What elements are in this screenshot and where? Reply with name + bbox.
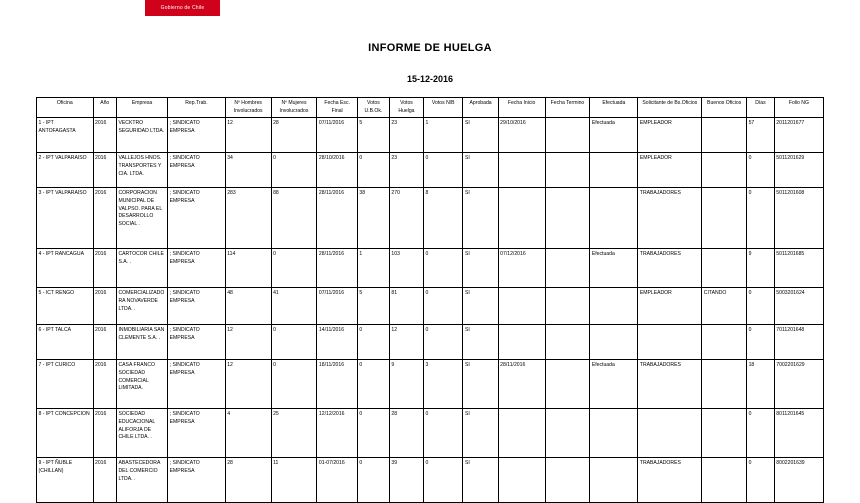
cell-votos-ubok: 5 <box>357 118 389 153</box>
cell-votos-huelga: 103 <box>389 249 423 288</box>
cell-votos-huelga: 12 <box>389 325 423 360</box>
cell-aprobada: SI <box>463 249 498 288</box>
cell-solicitante: EMPLEADOR <box>638 288 702 325</box>
cell-empresa: VALLEJOS HNOS. TRANSPORTES Y CIA. LTDA. <box>116 153 167 188</box>
cell-efectuada: Efectuada <box>590 360 638 409</box>
cell-buenos-oficios <box>702 153 747 188</box>
cell-oficina: 3 - IPT VALPARAISO <box>37 188 94 249</box>
cell-aprobada: SI <box>463 288 498 325</box>
cell-folio: 5003201624 <box>774 288 823 325</box>
cell-mujeres: 11 <box>271 458 317 503</box>
cell-dias: 0 <box>747 188 775 249</box>
cell-empresa: CORPORACION MUNICIPAL DE VALPSO. PARA EL DESARROLLO SOCIAL . <box>116 188 167 249</box>
column-header-mujeres: Nº Mujeres Involucrados <box>271 98 317 118</box>
cell-rep-trab: ; SINDICATO EMPRESA <box>168 249 226 288</box>
cell-anio: 2016 <box>93 325 116 360</box>
cell-empresa: SOCIEDAD EDUCACIONAL ALIFORJA DE CHILE LTDA. . <box>116 409 167 458</box>
cell-folio: 2011201677 <box>774 118 823 153</box>
logo-label: Gobierno de Chile <box>160 5 205 11</box>
table-header-row <box>37 98 824 118</box>
cell-dias: 18 <box>747 360 775 409</box>
cell-anio: 2016 <box>93 188 116 249</box>
cell-efectuada <box>590 188 638 249</box>
cell-fecha-esc-final: 07/11/2016 <box>317 288 358 325</box>
cell-efectuada <box>590 153 638 188</box>
cell-oficina: 8 - IPT CONCEPCION <box>37 409 94 458</box>
cell-aprobada: SI <box>463 118 498 153</box>
cell-votos-nb: 0 <box>424 325 463 360</box>
cell-anio: 2016 <box>93 118 116 153</box>
cell-buenos-oficios: CITANDO <box>702 288 747 325</box>
column-header-buenos-oficios: Buenos Oficios <box>702 98 747 118</box>
cell-fecha-termino <box>545 325 590 360</box>
column-header-oficina: Oficina <box>37 98 94 118</box>
cell-efectuada: Efectuada <box>590 118 638 153</box>
cell-folio: 8011201645 <box>774 409 823 458</box>
cell-buenos-oficios <box>702 458 747 503</box>
cell-aprobada: SI <box>463 360 498 409</box>
cell-mujeres: 0 <box>271 360 317 409</box>
cell-votos-nb: 0 <box>424 288 463 325</box>
cell-votos-huelga: 28 <box>389 409 423 458</box>
cell-oficina: 6 - IPT TALCA <box>37 325 94 360</box>
cell-fecha-esc-final: 28/11/2016 <box>317 188 358 249</box>
cell-fecha-esc-final: 28/10/2016 <box>317 153 358 188</box>
cell-votos-ubok: 38 <box>357 188 389 249</box>
cell-votos-huelga: 81 <box>389 288 423 325</box>
table-row <box>37 458 824 503</box>
cell-mujeres: 0 <box>271 325 317 360</box>
cell-empresa: COMERCIALIZADORA NOVAVERDE LTDA. . <box>116 288 167 325</box>
cell-dias: 9 <box>747 249 775 288</box>
cell-aprobada: SI <box>463 153 498 188</box>
cell-solicitante: EMPLEADOR <box>638 153 702 188</box>
column-header-votos-ubok: Votos U.B.Ok. <box>357 98 389 118</box>
huelga-table <box>36 97 824 503</box>
cell-solicitante <box>638 325 702 360</box>
cell-buenos-oficios <box>702 409 747 458</box>
cell-buenos-oficios <box>702 325 747 360</box>
cell-hombres: 12 <box>225 360 271 409</box>
column-header-dias: Días <box>747 98 775 118</box>
cell-solicitante: TRABAJADORES <box>638 249 702 288</box>
cell-mujeres: 0 <box>271 249 317 288</box>
cell-empresa: CASA FRANCO SOCIEDAD COMERCIAL LIMITADA. <box>116 360 167 409</box>
cell-mujeres: 28 <box>271 118 317 153</box>
cell-fecha-termino <box>545 153 590 188</box>
cell-fecha-termino <box>545 249 590 288</box>
cell-fecha-termino <box>545 360 590 409</box>
column-header-folio: Folio NG <box>774 98 823 118</box>
huelga-table-container <box>36 97 824 503</box>
cell-votos-nb: 0 <box>424 153 463 188</box>
report-date: 15-12-2016 <box>406 74 454 84</box>
cell-solicitante <box>638 409 702 458</box>
cell-folio: 8002201639 <box>774 458 823 503</box>
gobierno-de-chile-logo <box>145 0 220 16</box>
cell-hombres: 12 <box>225 325 271 360</box>
column-header-empresa: Empresa <box>116 98 167 118</box>
cell-hombres: 4 <box>225 409 271 458</box>
cell-buenos-oficios <box>702 188 747 249</box>
cell-rep-trab: ; SINDICATO EMPRESA <box>168 360 226 409</box>
cell-aprobada: SI <box>463 458 498 503</box>
cell-hombres: 283 <box>225 188 271 249</box>
cell-buenos-oficios <box>702 118 747 153</box>
cell-oficina: 2 - IPT VALPARAISO <box>37 153 94 188</box>
cell-anio: 2016 <box>93 249 116 288</box>
cell-fecha-inicio: 29/10/2016 <box>498 118 545 153</box>
cell-mujeres: 0 <box>271 153 317 188</box>
cell-empresa: VECKTRO SEGURIDAD LTDA. <box>116 118 167 153</box>
cell-votos-ubok: 0 <box>357 153 389 188</box>
cell-aprobada: SI <box>463 188 498 249</box>
cell-rep-trab: ; SINDICATO EMPRESA <box>168 188 226 249</box>
cell-fecha-inicio: 28/11/2016 <box>498 360 545 409</box>
cell-hombres: 34 <box>225 153 271 188</box>
cell-votos-huelga: 9 <box>389 360 423 409</box>
cell-rep-trab: ; SINDICATO EMPRESA <box>168 325 226 360</box>
cell-folio: 5011201629 <box>774 153 823 188</box>
cell-oficina: 1 - IPT ANTOFAGASTA <box>37 118 94 153</box>
cell-aprobada: SI <box>463 409 498 458</box>
cell-votos-ubok: 0 <box>357 360 389 409</box>
cell-fecha-esc-final: 07/11/2016 <box>317 118 358 153</box>
cell-efectuada <box>590 325 638 360</box>
cell-rep-trab: ; SINDICATO EMPRESA <box>168 409 226 458</box>
table-row <box>37 249 824 288</box>
cell-fecha-termino <box>545 188 590 249</box>
cell-oficina: 4 - IPT RANCAGUA <box>37 249 94 288</box>
column-header-solicitante: Solicitante de Bs.Oficios <box>638 98 702 118</box>
cell-anio: 2016 <box>93 458 116 503</box>
cell-buenos-oficios <box>702 360 747 409</box>
cell-votos-nb: 8 <box>424 188 463 249</box>
cell-rep-trab: ; SINDICATO EMPRESA <box>168 458 226 503</box>
cell-solicitante: EMPLEADOR <box>638 118 702 153</box>
cell-fecha-termino <box>545 288 590 325</box>
cell-fecha-inicio <box>498 325 545 360</box>
cell-mujeres: 25 <box>271 409 317 458</box>
cell-hombres: 28 <box>225 458 271 503</box>
cell-votos-nb: 0 <box>424 249 463 288</box>
cell-votos-ubok: 1 <box>357 249 389 288</box>
cell-fecha-inicio <box>498 288 545 325</box>
cell-anio: 2016 <box>93 288 116 325</box>
cell-votos-huelga: 23 <box>389 118 423 153</box>
cell-solicitante: TRABAJADORES <box>638 188 702 249</box>
cell-fecha-esc-final: 14/11/2016 <box>317 325 358 360</box>
cell-fecha-termino <box>545 118 590 153</box>
cell-fecha-esc-final: 12/12/2016 <box>317 409 358 458</box>
cell-fecha-termino <box>545 409 590 458</box>
column-header-rep-trab: Rep.Trab. <box>168 98 226 118</box>
cell-rep-trab: ; SINDICATO EMPRESA <box>168 118 226 153</box>
cell-solicitante: TRABAJADORES <box>638 360 702 409</box>
cell-empresa: CARTOCOR CHILE S.A. . <box>116 249 167 288</box>
cell-efectuada <box>590 288 638 325</box>
cell-folio: 7011201648 <box>774 325 823 360</box>
cell-votos-huelga: 23 <box>389 153 423 188</box>
cell-fecha-esc-final: 18/11/2016 <box>317 360 358 409</box>
cell-folio: 7002201629 <box>774 360 823 409</box>
cell-fecha-inicio <box>498 188 545 249</box>
cell-votos-nb: 3 <box>424 360 463 409</box>
cell-fecha-inicio <box>498 409 545 458</box>
cell-mujeres: 41 <box>271 288 317 325</box>
cell-folio: 5011201685 <box>774 249 823 288</box>
column-header-fecha-inicio: Fecha Inicio <box>498 98 545 118</box>
cell-folio: 5011201608 <box>774 188 823 249</box>
cell-fecha-esc-final: 28/11/2016 <box>317 249 358 288</box>
cell-fecha-termino <box>545 458 590 503</box>
cell-empresa: ABASTECEDORA DEL COMERCIO LTDA. . <box>116 458 167 503</box>
cell-fecha-inicio <box>498 153 545 188</box>
cell-votos-nb: 0 <box>424 458 463 503</box>
cell-votos-ubok: 0 <box>357 409 389 458</box>
column-header-hombres: Nº Hombres Involucrados <box>225 98 271 118</box>
column-header-aprobada: Aprobada <box>463 98 498 118</box>
cell-oficina: 5 - ICT RENGO <box>37 288 94 325</box>
cell-rep-trab: ; SINDICATO EMPRESA <box>168 288 226 325</box>
cell-anio: 2016 <box>93 409 116 458</box>
cell-hombres: 12 <box>225 118 271 153</box>
cell-votos-nb: 1 <box>424 118 463 153</box>
cell-fecha-inicio <box>498 458 545 503</box>
column-header-anio: Año <box>93 98 116 118</box>
cell-aprobada: SI <box>463 325 498 360</box>
table-row <box>37 153 824 188</box>
column-header-efectuada: Efectuada <box>590 98 638 118</box>
cell-dias: 0 <box>747 153 775 188</box>
column-header-fecha-termino: Fecha Termino <box>545 98 590 118</box>
cell-votos-huelga: 39 <box>389 458 423 503</box>
table-row <box>37 288 824 325</box>
cell-empresa: INMOBILIARIA SAN CLEMENTE S.A. . <box>116 325 167 360</box>
cell-hombres: 48 <box>225 288 271 325</box>
cell-hombres: 114 <box>225 249 271 288</box>
cell-mujeres: 88 <box>271 188 317 249</box>
table-row <box>37 325 824 360</box>
page-title: INFORME DE HUELGA <box>368 42 492 54</box>
cell-solicitante: TRABAJADORES <box>638 458 702 503</box>
column-header-votos-nb: Votos N/B <box>424 98 463 118</box>
cell-votos-huelga: 270 <box>389 188 423 249</box>
table-row <box>37 360 824 409</box>
cell-votos-ubok: 0 <box>357 325 389 360</box>
table-row <box>37 409 824 458</box>
cell-fecha-inicio: 07/12/2016 <box>498 249 545 288</box>
cell-dias: 0 <box>747 288 775 325</box>
cell-efectuada <box>590 409 638 458</box>
cell-votos-ubok: 5 <box>357 288 389 325</box>
cell-anio: 2016 <box>93 360 116 409</box>
column-header-votos-huelga: Votos Huelga <box>389 98 423 118</box>
cell-anio: 2016 <box>93 153 116 188</box>
table-row <box>37 118 824 153</box>
cell-efectuada <box>590 458 638 503</box>
cell-fecha-esc-final: 01-07/2016 <box>317 458 358 503</box>
cell-rep-trab: ; SINDICATO EMPRESA <box>168 153 226 188</box>
cell-votos-ubok: 0 <box>357 458 389 503</box>
cell-buenos-oficios <box>702 249 747 288</box>
cell-efectuada: Efectuada <box>590 249 638 288</box>
cell-oficina: 7 - IPT CURICO <box>37 360 94 409</box>
cell-dias: 57 <box>747 118 775 153</box>
cell-dias: 0 <box>747 325 775 360</box>
cell-dias: 0 <box>747 409 775 458</box>
cell-dias: 0 <box>747 458 775 503</box>
table-row <box>37 188 824 249</box>
cell-oficina: 9 - IPT ÑUBLE (CHILLAN) <box>37 458 94 503</box>
cell-votos-nb: 0 <box>424 409 463 458</box>
column-header-fecha-esc-final: Fecha Esc. Final <box>317 98 358 118</box>
